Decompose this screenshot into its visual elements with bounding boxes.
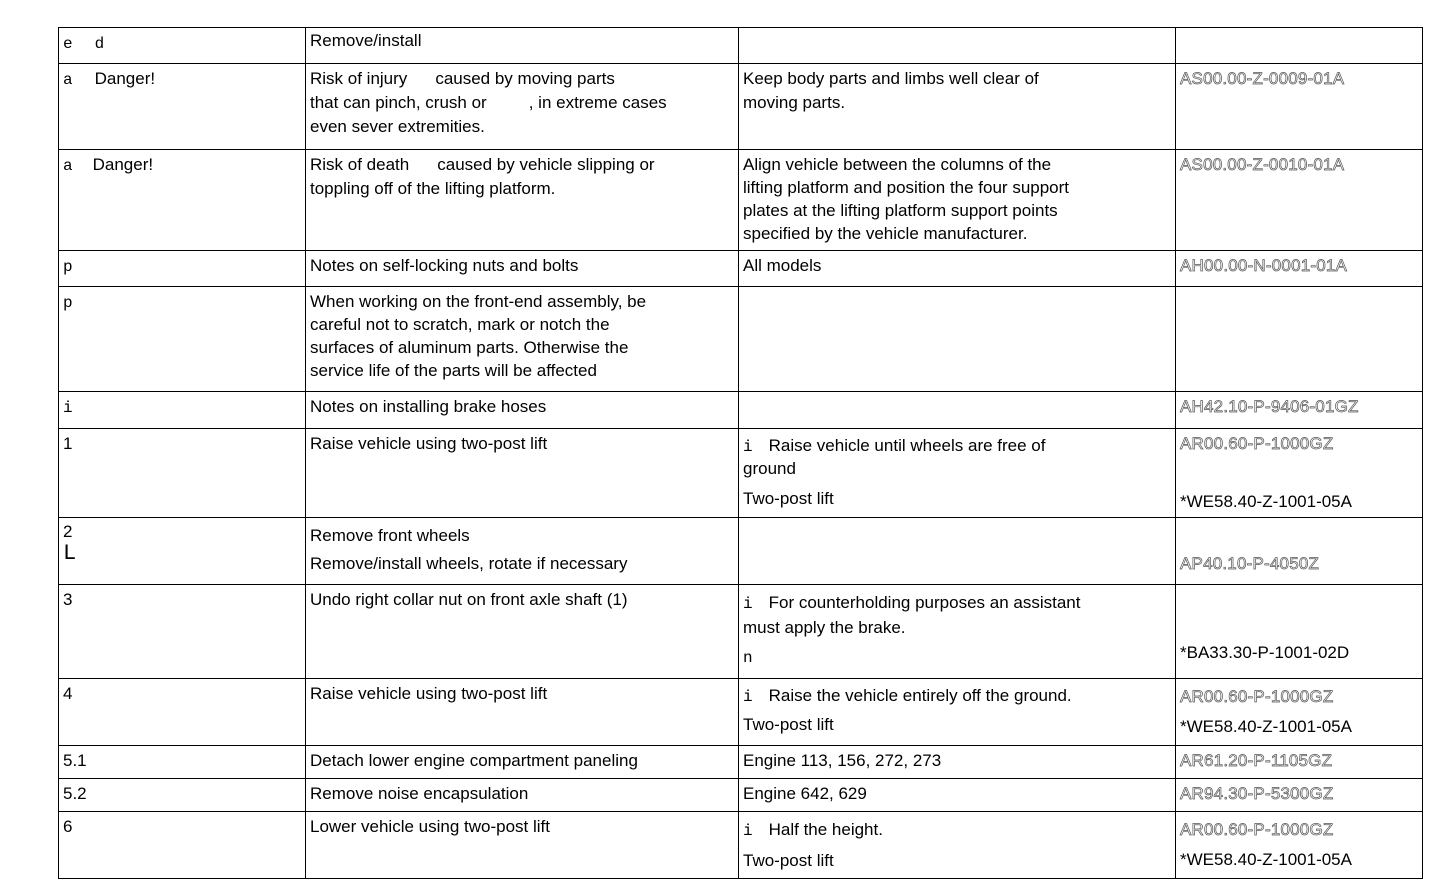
step-text: Raise vehicle using two-post lift bbox=[306, 679, 739, 746]
note-text: All models bbox=[739, 251, 1176, 287]
symbol-cell bbox=[59, 287, 306, 392]
step-number: 5.1 bbox=[59, 746, 306, 779]
symbol-cell bbox=[59, 150, 306, 251]
step-number: 6 bbox=[59, 812, 306, 879]
table-row bbox=[59, 64, 1423, 150]
step-number: 4 bbox=[59, 679, 306, 746]
info-icon: i bbox=[743, 822, 753, 840]
step-text: Undo right collar nut on front axle shaft (1) bbox=[306, 585, 739, 679]
reference-link[interactable]: AP40.10-P-4050Z bbox=[1176, 518, 1423, 585]
info-icon: i bbox=[63, 399, 73, 417]
symbol-cell bbox=[59, 392, 306, 429]
danger-label: Danger! bbox=[92, 155, 154, 174]
note-text: Keep body parts and limbs well clear of moving parts. bbox=[739, 64, 1176, 150]
note-text: i Half the height. Two-post lift bbox=[739, 812, 1176, 879]
step-text: Notes on installing brake hoses bbox=[306, 392, 739, 429]
symbol-cell: e d bbox=[59, 28, 306, 64]
step-number: 1 bbox=[59, 429, 306, 518]
step-text: Risk of injury caused by moving parts that can pinch, crush or , in extreme cases even sever extremities. bbox=[306, 64, 739, 150]
warning-icon: a bbox=[63, 71, 73, 89]
reference-link[interactable]: AR61.20-P-1105GZ bbox=[1176, 746, 1423, 779]
note-icon: p bbox=[63, 258, 73, 276]
reference-link[interactable]: AS00.00-Z-0009-01A bbox=[1176, 64, 1423, 150]
reference-link[interactable]: AR00.60-P-1000GZ bbox=[1180, 687, 1334, 706]
warning-icon: a bbox=[63, 157, 73, 175]
procedure-table bbox=[58, 27, 1423, 879]
note-text: i Raise the vehicle entirely off the ground. Two-post lift bbox=[739, 679, 1176, 746]
note-icon: p bbox=[63, 294, 73, 312]
tool-icon: n bbox=[743, 649, 753, 667]
table-row bbox=[59, 251, 1423, 287]
step-text: Remove noise encapsulation bbox=[306, 779, 739, 812]
table-row bbox=[59, 429, 1423, 518]
step-number: 5.2 bbox=[59, 779, 306, 812]
table-row bbox=[59, 28, 1423, 64]
table-row bbox=[59, 679, 1423, 746]
step-text: Risk of death caused by vehicle slipping or toppling off of the lifting platform. bbox=[306, 150, 739, 251]
step-text: Remove front wheels Remove/install wheels, rotate if necessary bbox=[306, 518, 739, 585]
symbol-cell bbox=[59, 64, 306, 150]
step-text: Detach lower engine compartment paneling bbox=[306, 746, 739, 779]
reference-cell bbox=[1176, 28, 1423, 64]
reference-link[interactable]: AR00.60-P-1000GZ bbox=[1180, 434, 1334, 453]
reference-cell bbox=[1176, 585, 1423, 679]
reference-link[interactable]: *WE58.40-Z-1001-05A bbox=[1180, 717, 1352, 736]
reference-cell bbox=[1176, 429, 1423, 518]
danger-label: Danger! bbox=[94, 69, 156, 88]
note-text bbox=[739, 287, 1176, 392]
table-row bbox=[59, 779, 1423, 812]
note-text bbox=[739, 392, 1176, 429]
reference-cell bbox=[1176, 287, 1423, 392]
note-text: i For counterholding purposes an assistant must apply the brake. n bbox=[739, 585, 1176, 679]
reference-cell bbox=[1176, 679, 1423, 746]
step-text: Notes on self-locking nuts and bolts bbox=[306, 251, 739, 287]
reference-link[interactable]: *BA33.30-P-1001-02D bbox=[1180, 643, 1350, 662]
step-number: 2 L bbox=[59, 518, 306, 585]
note-text bbox=[739, 518, 1176, 585]
note-text: Engine 642, 629 bbox=[739, 779, 1176, 812]
step-text: Lower vehicle using two-post lift bbox=[306, 812, 739, 879]
reference-link[interactable]: *WE58.40-Z-1001-05A bbox=[1180, 850, 1352, 869]
table-row bbox=[59, 518, 1423, 585]
note-text: Engine 113, 156, 272, 273 bbox=[739, 746, 1176, 779]
wheel-icon: L bbox=[63, 541, 77, 566]
reference-link[interactable]: AH00.00-N-0001-01A bbox=[1176, 251, 1423, 287]
info-icon: i bbox=[743, 438, 753, 456]
reference-link[interactable]: AR94.30-P-5300GZ bbox=[1176, 779, 1423, 812]
table-row bbox=[59, 585, 1423, 679]
info-icon: i bbox=[743, 688, 753, 706]
info-icon: i bbox=[743, 595, 753, 613]
table-row bbox=[59, 150, 1423, 251]
reference-link[interactable]: AH42.10-P-9406-01GZ bbox=[1176, 392, 1423, 429]
table-row bbox=[59, 812, 1423, 879]
note-text: i Raise vehicle until wheels are free of ground Two-post lift bbox=[739, 429, 1176, 518]
reference-cell bbox=[1176, 812, 1423, 879]
reference-link[interactable]: AS00.00-Z-0010-01A bbox=[1176, 150, 1423, 251]
step-number: 3 bbox=[59, 585, 306, 679]
table-row bbox=[59, 392, 1423, 429]
reference-link[interactable]: *WE58.40-Z-1001-05A bbox=[1180, 492, 1352, 511]
note-text bbox=[739, 28, 1176, 64]
step-text: When working on the front-end assembly, be careful not to scratch, mark or notch the surfaces of aluminum parts. Otherwise the service life of the parts will be affected bbox=[306, 287, 739, 392]
table-row bbox=[59, 746, 1423, 779]
note-text: Align vehicle between the columns of the lifting platform and position the four support plates at the lifting platform support points specified by the vehicle manufacturer. bbox=[739, 150, 1176, 251]
step-text: Remove/install bbox=[306, 28, 739, 64]
symbol-cell bbox=[59, 251, 306, 287]
reference-link[interactable]: AR00.60-P-1000GZ bbox=[1180, 820, 1334, 839]
step-text: Raise vehicle using two-post lift bbox=[306, 429, 739, 518]
table-row bbox=[59, 287, 1423, 392]
